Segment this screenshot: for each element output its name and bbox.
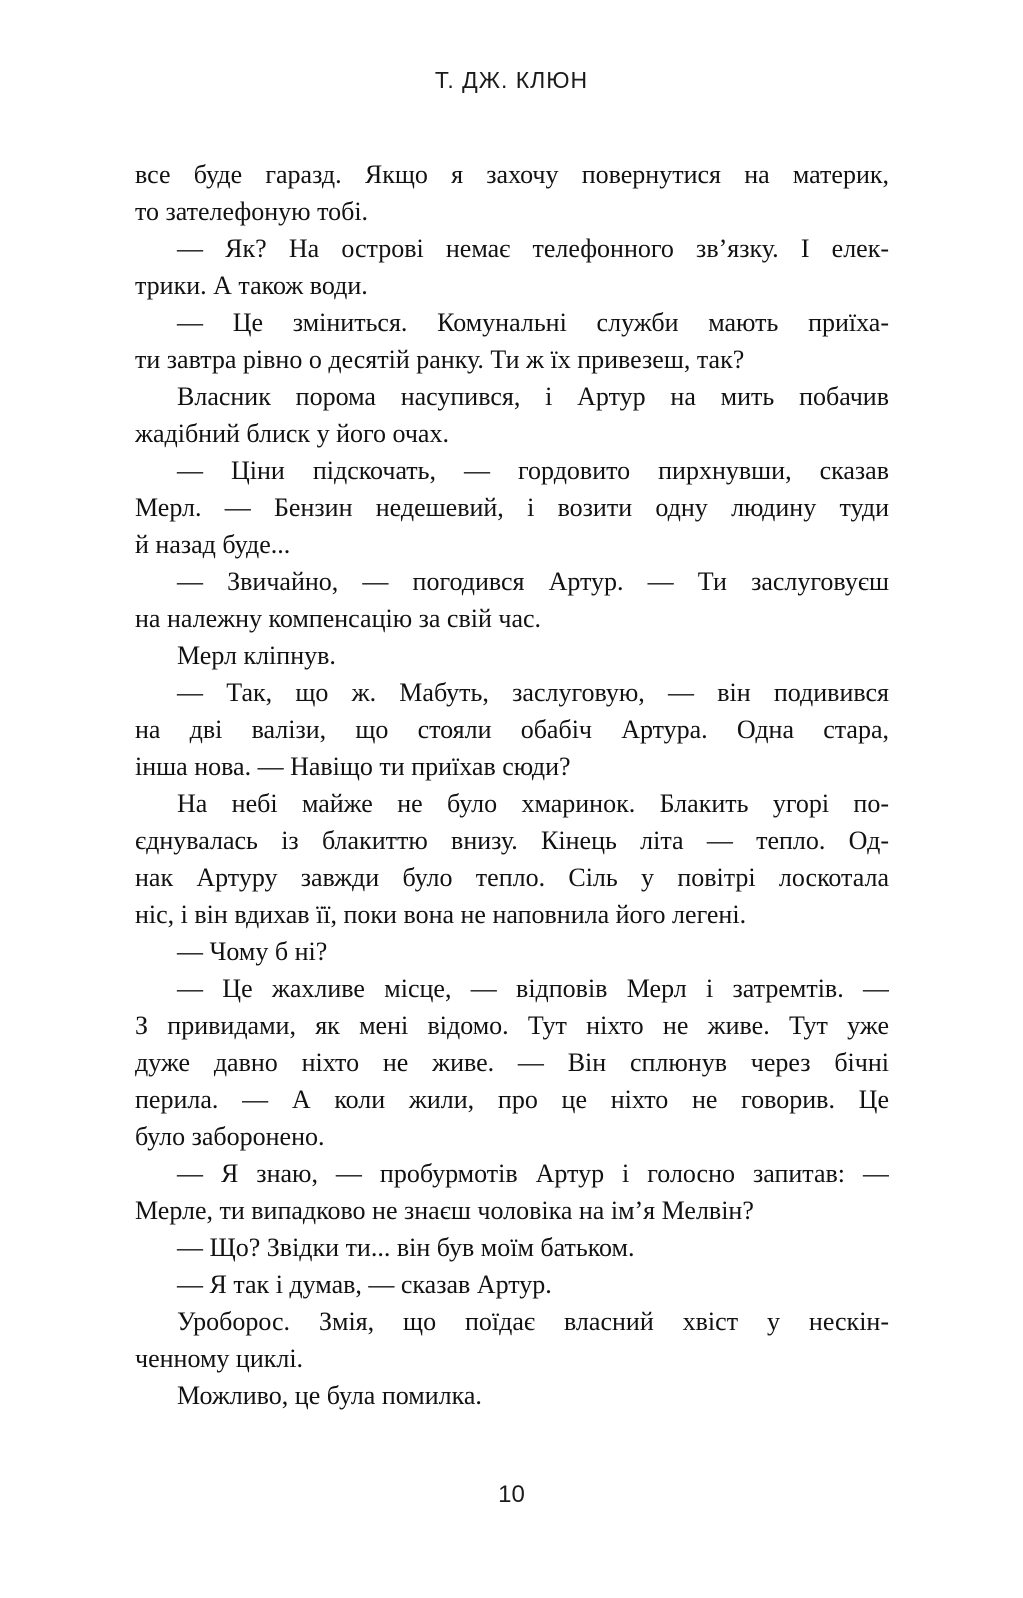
paragraph	[135, 378, 889, 452]
text-line: — Це жахливе місце, — відповів Мерл і затремтів. —	[177, 974, 889, 1003]
page-body	[135, 156, 889, 1414]
paragraph	[135, 1266, 889, 1303]
paragraph	[135, 785, 889, 933]
text-line: — Ціни підскочать, — гордовито пирхнувши, сказав	[177, 456, 889, 485]
text-line: ти завтра рівно о десятій ранку. Ти ж їх привезеш, так?	[135, 345, 745, 374]
text-line: — Я так і думав, — сказав Артур.	[177, 1270, 552, 1299]
text-line: — Як? На острові немає телефонного зв’язку. І елек-	[177, 234, 889, 263]
text-line: все буде гаразд. Якщо я захочу повернутися на материк,	[135, 160, 889, 189]
paragraph	[135, 637, 889, 674]
text-line: Мерл. — Бензин недешевий, і возити одну людину туди	[135, 493, 889, 522]
text-line: Уроборос. Змія, що поїдає власний хвіст у нескін-	[177, 1307, 889, 1336]
text-line: на дві валізи, що стояли обабіч Артура. Одна стара,	[135, 715, 889, 744]
text-line: трики. А також води.	[135, 271, 368, 300]
text-line: — Чому б ні?	[177, 937, 328, 966]
text-line: ченному циклі.	[135, 1344, 304, 1373]
text-line: на належну компенсацію за свій час.	[135, 604, 542, 633]
paragraph	[135, 563, 889, 637]
text-line: жадібний блиск у його очах.	[135, 419, 449, 448]
text-line: ніс, і він вдихав її, поки вона не наповнила його легені.	[135, 900, 747, 929]
paragraph	[135, 1377, 889, 1414]
page-number: 10	[498, 1481, 525, 1508]
paragraph	[135, 674, 889, 785]
paragraph	[135, 156, 889, 230]
text-line: перила. — А коли жили, про це ніхто не говорив. Це	[135, 1085, 889, 1114]
paragraph	[135, 1155, 889, 1229]
text-line: дуже давно ніхто не живе. — Він сплюнув через бічні	[135, 1048, 889, 1077]
text-line: На небі майже не було хмаринок. Блакить угорі по-	[177, 789, 889, 818]
paragraph	[135, 970, 889, 1155]
text-line: й назад буде...	[135, 530, 291, 559]
text-line: Мерл кліпнув.	[177, 641, 336, 670]
text-line: — Так, що ж. Мабуть, заслуговую, — він подивився	[177, 678, 889, 707]
text-line: — Звичайно, — погодився Артур. — Ти заслуговуєш	[177, 567, 889, 596]
paragraph	[135, 1229, 889, 1266]
running-header-author: Т. ДЖ. КЛЮН	[434, 67, 589, 93]
paragraph	[135, 1303, 889, 1377]
text-line: — Що? Звідки ти... він був моїм батьком.	[177, 1233, 635, 1262]
paragraph	[135, 304, 889, 378]
text-line: Можливо, це була помилка.	[177, 1381, 482, 1410]
text-line: було заборонено.	[135, 1122, 325, 1151]
paragraph	[135, 452, 889, 563]
paragraph	[135, 230, 889, 304]
text-line: Власник порома насупився, і Артур на мить побачив	[177, 382, 889, 411]
text-line: — Це зміниться. Комунальні служби мають приїха-	[177, 308, 889, 337]
text-line: інша нова. — Навіщо ти приїхав сюди?	[135, 752, 571, 781]
text-line: єднувалась із блакиттю внизу. Кінець літа — тепло. Од-	[135, 826, 889, 855]
text-line: Мерле, ти випадково не знаєш чоловіка на ім’я Мелвін?	[135, 1196, 754, 1225]
text-line: — Я знаю, — пробурмотів Артур і голосно запитав: —	[177, 1159, 889, 1188]
text-line: то зателефоную тобі.	[135, 197, 369, 226]
text-line: З привидами, як мені відомо. Тут ніхто не живе. Тут уже	[135, 1011, 889, 1040]
paragraph	[135, 933, 889, 970]
text-line: нак Артуру завжди було тепло. Сіль у повітрі лоскотала	[135, 863, 889, 892]
